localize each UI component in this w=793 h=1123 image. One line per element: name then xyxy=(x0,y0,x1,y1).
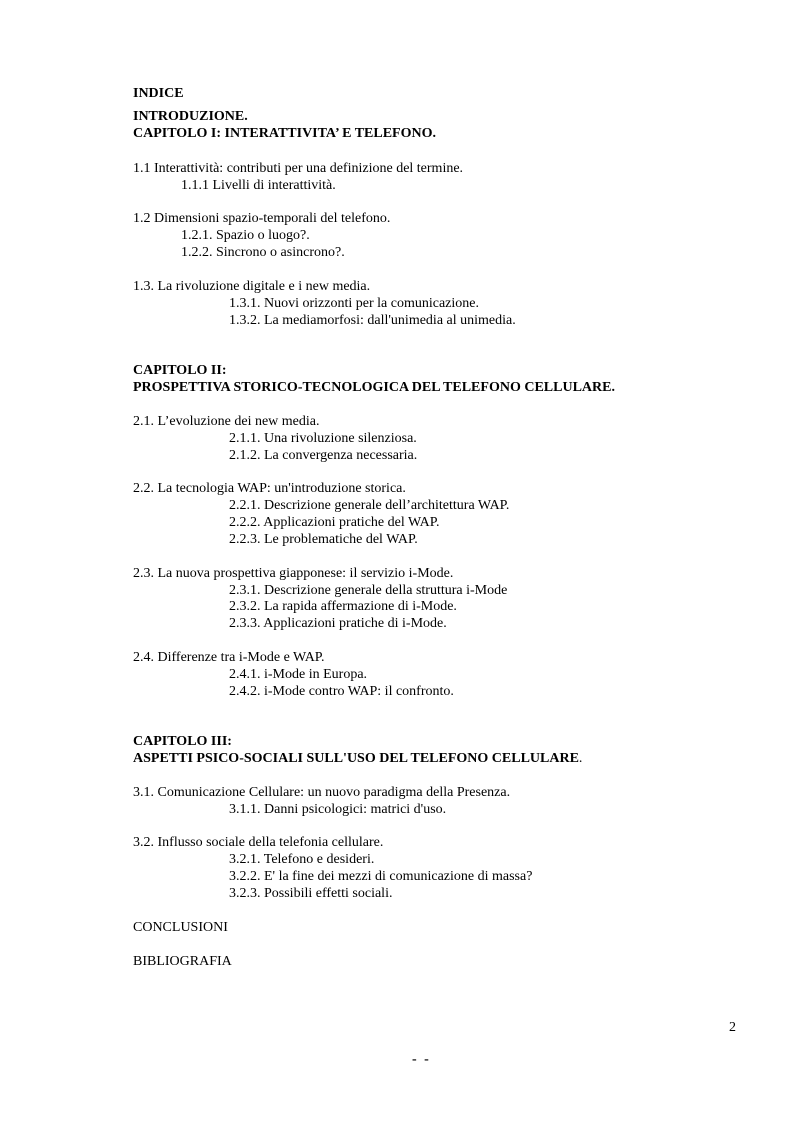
toc-entry: 3.2. Influsso sociale della telefonia cellulare. xyxy=(133,835,384,850)
toc-entry: 2.2.2. Applicazioni pratiche del WAP. xyxy=(229,515,440,530)
toc-entry: 3.1.1. Danni psicologici: matrici d'uso. xyxy=(229,802,447,817)
page-number: 2 xyxy=(729,1020,736,1035)
toc-entry: 3.2.1. Telefono e desideri. xyxy=(229,852,375,867)
toc-entry: 2.2. La tecnologia WAP: un'introduzione storica. xyxy=(133,481,406,496)
chapter-3-title-period: . xyxy=(578,751,583,766)
chapter-1-title: CAPITOLO I: INTERATTIVITA’ E TELEFONO. xyxy=(133,126,437,141)
bibliography-entry: BIBLIOGRAFIA xyxy=(133,954,232,969)
chapter-3-label: CAPITOLO III: xyxy=(133,734,232,749)
index-heading: INDICE xyxy=(133,86,184,101)
toc-entry: 2.3.2. La rapida affermazione di i-Mode. xyxy=(229,599,457,614)
toc-entry: 1.1.1 Livelli di interattività. xyxy=(181,178,336,193)
chapter-2-label: CAPITOLO II: xyxy=(133,363,227,378)
toc-entry: 1.3. La rivoluzione digitale e i new media. xyxy=(133,279,371,294)
toc-entry: 1.1 Interattività: contributi per una definizione del termine. xyxy=(133,161,464,176)
chapter-3-title-line xyxy=(133,750,582,767)
toc-entry: 3.2.2. E' la fine dei mezzi di comunicazione di massa? xyxy=(229,869,533,884)
toc-entry: 2.1.1. Una rivoluzione silenziosa. xyxy=(229,431,417,446)
toc-entry: 1.3.2. La mediamorfosi: dall'unimedia al unimedia. xyxy=(229,313,516,328)
toc-entry: 2.4.1. i-Mode in Europa. xyxy=(229,667,368,682)
chapter-3-title: ASPETTI PSICO-SOCIALI SULL'USO DEL TELEFONO CELLULARE xyxy=(133,751,579,766)
toc-entry: 1.2.1. Spazio o luogo?. xyxy=(181,228,310,243)
toc-entry: 1.3.1. Nuovi orizzonti per la comunicazione. xyxy=(229,296,479,311)
toc-entry: 3.2.3. Possibili effetti sociali. xyxy=(229,886,393,901)
intro-entry: INTRODUZIONE. xyxy=(133,109,248,124)
toc-entry: 2.3.1. Descrizione generale della struttura i-Mode xyxy=(229,583,508,598)
toc-entry: 2.3. La nuova prospettiva giapponese: il servizio i-Mode. xyxy=(133,566,454,581)
toc-entry: 2.3.3. Applicazioni pratiche di i-Mode. xyxy=(229,616,447,631)
toc-entry: 1.2 Dimensioni spazio-temporali del telefono. xyxy=(133,211,391,226)
toc-entry: 2.1.2. La convergenza necessaria. xyxy=(229,448,418,463)
toc-entry: 2.1. L’evoluzione dei new media. xyxy=(133,414,320,429)
toc-entry: 2.2.1. Descrizione generale dell’architettura WAP. xyxy=(229,498,510,513)
toc-entry: 1.2.2. Sincrono o asincrono?. xyxy=(181,245,345,260)
toc-entry: 2.4. Differenze tra i-Mode e WAP. xyxy=(133,650,325,665)
toc-entry: 2.2.3. Le problematiche del WAP. xyxy=(229,532,418,547)
toc-entry: 2.4.2. i-Mode contro WAP: il confronto. xyxy=(229,684,454,699)
chapter-2-title: PROSPETTIVA STORICO-TECNOLOGICA DEL TELEFONO CELLULARE. xyxy=(133,380,615,395)
toc-entry: 3.1. Comunicazione Cellulare: un nuovo paradigma della Presenza. xyxy=(133,785,511,800)
conclusions-entry: CONCLUSIONI xyxy=(133,920,228,935)
footer-mark: - - xyxy=(412,1052,431,1067)
